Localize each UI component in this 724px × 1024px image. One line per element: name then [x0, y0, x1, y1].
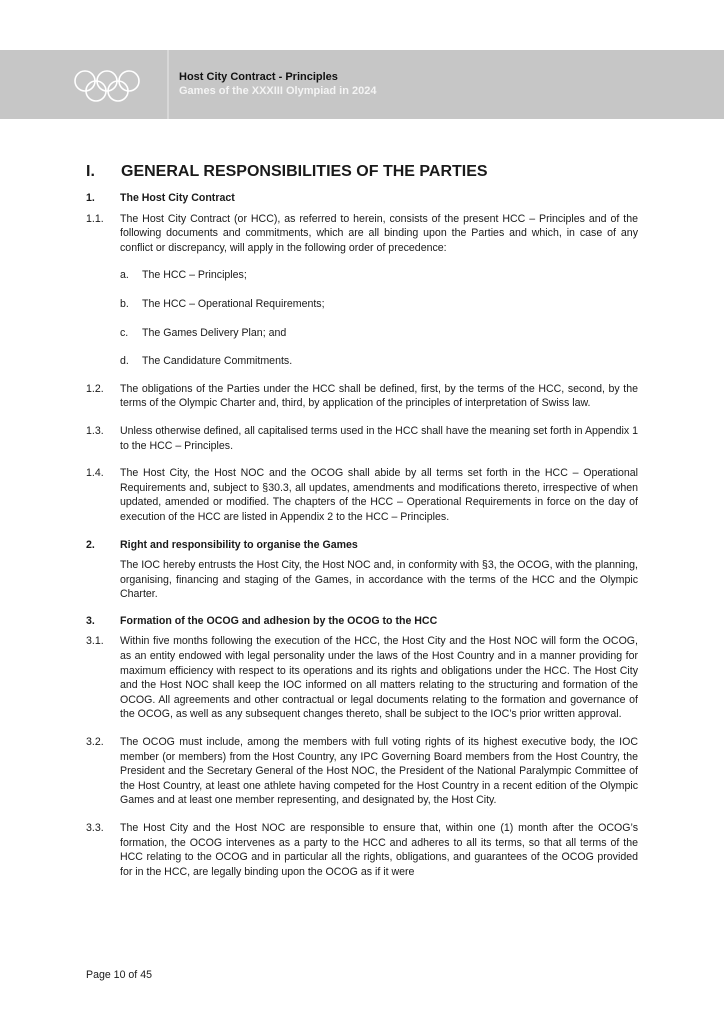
list-text: The Candidature Commitments. [142, 355, 293, 368]
olympic-rings-icon [72, 69, 142, 103]
document-title: Host City Contract - Principles [179, 71, 338, 83]
header-banner [0, 50, 724, 119]
clause-number: 1.3. [86, 424, 104, 437]
header-divider [167, 50, 169, 119]
list-letter: b. [120, 297, 129, 310]
heading-number: 2. [86, 538, 95, 551]
clause-3-3 [86, 821, 638, 879]
clause-1-4 [86, 466, 638, 524]
clause-number: 3.3. [86, 822, 104, 834]
clause-text: The Host City and the Host NOC are responsible to ensure that, within one (1) month after the OCOG’s formation, the OCOG intervenes as a party to the HCC and adheres to all its terms, so that all terms of the HCC relating to the OCOG and in particular all the rights, obligations, and guarantees of the OCOG provided for in the HCC, are legally binding upon the OCOG as if it were [120, 822, 638, 878]
list-item [120, 297, 638, 312]
clause-1-2 [86, 382, 638, 411]
clause-number: 3.2. [86, 736, 104, 749]
clause-2-text: The IOC hereby entrusts the Host City, the Host NOC and, in conformity with §3, the OCOG, with the planning, organising, financing and staging of the Games, in accordance with the terms of the HCC and the Olympic Charter. [120, 559, 638, 601]
heading-number: 3. [86, 614, 95, 627]
list-letter: a. [120, 269, 129, 282]
clause-text: Unless otherwise defined, all capitalised terms used in the HCC shall have the meaning set forth in Appendix 1 to the HCC – Principles. [120, 424, 638, 452]
heading-number: 1. [86, 192, 95, 204]
heading-title: The Host City Contract [120, 192, 235, 204]
clause-number: 3.1. [86, 635, 104, 648]
clause-1-1 [86, 212, 638, 256]
heading-title: Right and responsibility to organise the Games [120, 538, 358, 551]
page-body [86, 163, 638, 892]
list-text: The HCC – Operational Requirements; [142, 297, 325, 310]
list-text: The Games Delivery Plan; and [142, 326, 287, 339]
clause-text: Within five months following the execution of the HCC, the Host City and the Host NOC will form the OCOG, as an entity endowed with legal personality under the laws of the Host Country and in a manner providing for maximum efficiency with respect to its operations and its rights and obligations under the HCC. The Host City and the Host NOC shall keep the IOC informed on all matters relating to the structuring and formation of the OCOG. All agreements and other contractual or legal documents relating to the formation and governance of the OCOG, as well as any subsequent changes thereto, shall be subject to the IOC’s prior written approval. [120, 635, 638, 721]
heading-2 [86, 538, 638, 553]
clause-number: 1.4. [86, 467, 104, 480]
page-number: Page 10 of 45 [86, 969, 152, 981]
clause-3-1 [86, 634, 638, 722]
precedence-list [120, 268, 638, 368]
list-letter: c. [120, 326, 129, 339]
clause-text: The OCOG must include, among the members with full voting rights of its highest executive body, the IOC member (or members) from the Host Country, any IPC Governing Board members from the Host Country, the President and the Secretary General of the Host NOC, the President of the National Paralympic Committee of the Host Country, at least one athlete having competed for the Host Country in a recent edition of the Olympic Games and at least one member representing, and designated by, the Host City. [120, 736, 638, 807]
clause-number: 1.2. [86, 382, 104, 395]
heading-1 [86, 191, 638, 206]
list-item [120, 326, 638, 341]
document-subtitle: Games of the XXXIII Olympiad in 2024 [179, 85, 377, 97]
list-letter: d. [120, 355, 129, 368]
clause-text: The Host City, the Host NOC and the OCOG shall abide by all terms set forth in the HCC – Operational Requirements and, subject to §30.3, all updates, amendments and modifications thereto, irrespective of when updated, amended or modified. The chapters of the HCC – Operational Requirements in force on the day of execution of the HCC are listed in Appendix 2 to the HCC – Principles. [120, 467, 638, 523]
list-item [120, 268, 638, 283]
clause-1-3 [86, 424, 638, 453]
clause-number: 1.1. [86, 212, 104, 225]
heading-title: Formation of the OCOG and adhesion by the OCOG to the HCC [120, 614, 438, 627]
clause-3-2 [86, 735, 638, 808]
list-text: The HCC – Principles; [142, 269, 247, 282]
section-title: GENERAL RESPONSIBILITIES OF THE PARTIES [121, 163, 488, 180]
clause-text: The Host City Contract (or HCC), as referred to herein, consists of the present HCC – Principles and of the following documents and commitments, which are all binding upon the Parties and which, in case of any conflict or discrepancy, will apply in the following order of precedence: [120, 212, 638, 254]
section-heading [86, 163, 638, 181]
heading-3 [86, 614, 638, 629]
clause-text: The obligations of the Parties under the HCC shall be defined, first, by the terms of the HCC, second, by the terms of the Olympic Charter and, third, by application of the principles of interpretation of Swiss law. [120, 382, 638, 410]
list-item [120, 354, 638, 369]
section-number: I. [86, 163, 95, 180]
